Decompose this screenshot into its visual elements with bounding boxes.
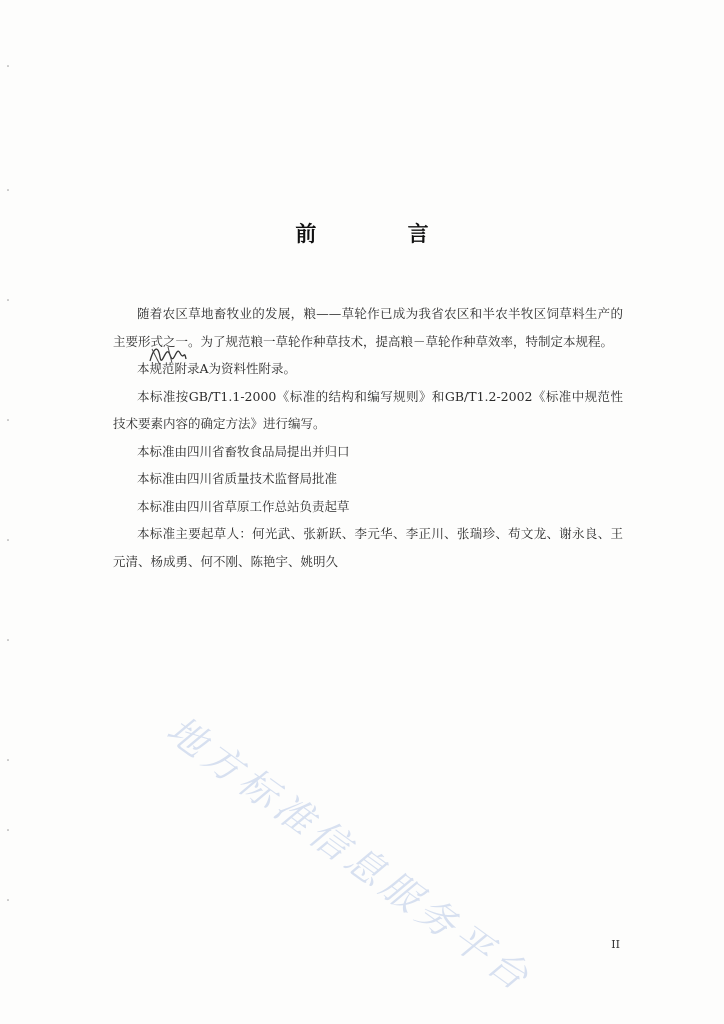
watermark: 地方标准信息服务平台 xyxy=(158,707,541,1002)
paragraph-background: 随着农区草地畜牧业的发展，粮——草轮作已成为我省农区和半农半牧区饲草料生产的主要形式之一。为了规范粮一草轮作种草技术，提高粮－草轮作种草效率，特制定本规程。 xyxy=(113,306,623,349)
paragraph-appendix: 本规范附录A为资料性附录。 xyxy=(137,361,297,376)
scan-edge-marks xyxy=(6,0,10,1024)
foreword-body xyxy=(113,300,623,575)
paragraph-drafted-by: 本标准由四川省草原工作总站负责起草 xyxy=(137,498,350,514)
paragraph-approved-by: 本标准由四川省质量技术监督局批准 xyxy=(137,471,338,486)
paragraph-drafters: 本标准主要起草人：何光武、张新跃、李元华、李正川、张瑞珍、苟文龙、谢永良、王元清、杨成勇、何不刚、陈艳宇、姚明久 xyxy=(113,526,623,569)
page-title: 前 言 xyxy=(295,221,471,246)
page-number: II xyxy=(611,938,620,951)
paragraph-proposed-by: 本标准由四川省畜牧食品局提出并归口 xyxy=(137,443,350,459)
paragraph-drafting-rules: 本标准按GB/T1.1-2000《标准的结构和编写规则》和GB/T1.2-2002《标准中规范性技术要素内容的确定方法》进行编写。 xyxy=(113,388,623,431)
handwritten-mark xyxy=(146,341,188,367)
